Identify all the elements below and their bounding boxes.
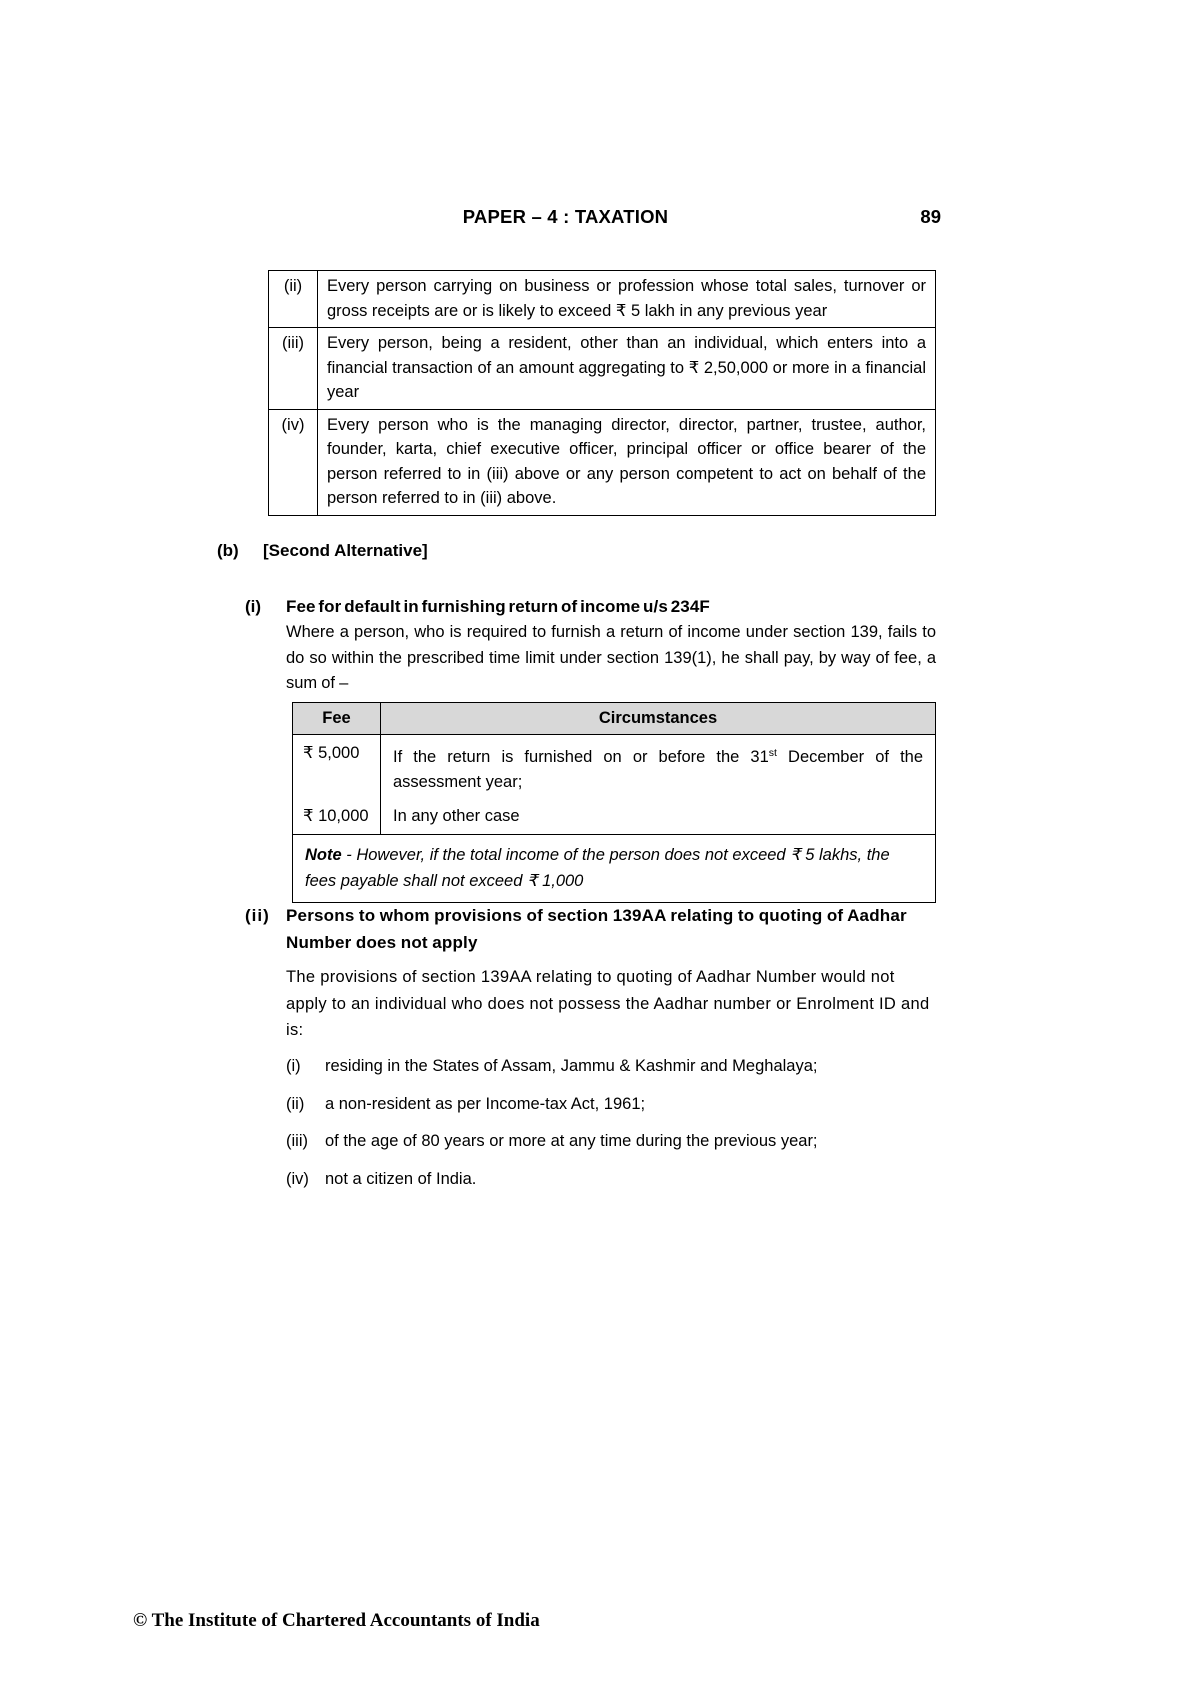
list-item-text: not a citizen of India. <box>325 1169 477 1188</box>
item-i-paragraph: Where a person, who is required to furnish a return of income under section 139, fails to do so within the prescribed time limit under section 139(1), he shall pay, by way of fee, a sum of – <box>286 623 936 692</box>
row-text: Every person, being a resident, other than an individual, which enters into a financial transaction of an amount aggregating to ₹ 2,50,000 or more in a financial year <box>318 328 936 410</box>
table-row <box>269 271 936 328</box>
item-i-heading: Fee for default in furnishing return of income u/s 234F <box>286 597 710 616</box>
copyright-notice: © The Institute of Chartered Accountants of India <box>133 1610 540 1631</box>
fee-values-column <box>293 735 381 834</box>
fee-table-body <box>293 735 935 834</box>
list-item-number: (i) <box>286 1057 301 1075</box>
list-item-number: (ii) <box>286 1094 305 1113</box>
list-item-text: residing in the States of Assam, Jammu & Kashmir and Meghalaya; <box>325 1057 818 1075</box>
ordinal-suffix: st <box>768 747 777 759</box>
note-text: - However, if the total income of the person does not exceed ₹ 5 lakhs, the fees payable shall not exceed ₹ 1,000 <box>305 846 890 890</box>
item-ii-heading: Persons to whom provisions of section 139AA relating to quoting of Aadhar Number does not apply <box>286 906 907 952</box>
item-ii-paragraph: The provisions of section 139AA relating to quoting of Aadhar Number would not apply to an individual who does not possess the Aadhar number or Enrolment ID and is: <box>286 968 930 1039</box>
circumstance-text: If the return is furnished on or before the 31st December of the assessment year; <box>393 747 924 791</box>
list-item-text: of the age of 80 years or more at any time during the previous year; <box>325 1132 818 1150</box>
page-header <box>190 204 941 229</box>
circumstance-text: In any other case <box>393 807 520 825</box>
list-item <box>286 1092 938 1117</box>
list-item-number: (iv) <box>286 1169 309 1188</box>
table-row <box>269 328 936 410</box>
fee-table-note <box>293 834 935 902</box>
item-ii-label: (ii) <box>245 906 270 925</box>
circumstances-column-header: Circumstances <box>598 709 718 727</box>
persons-table <box>268 270 936 516</box>
conditions-list <box>286 1054 938 1204</box>
list-item-number: (iii) <box>286 1132 308 1150</box>
fee-value: ₹ 5,000 <box>303 744 360 762</box>
row-number: (ii) <box>269 271 318 328</box>
row-number: (iv) <box>269 409 318 515</box>
table-row <box>269 409 936 515</box>
item-i-label: (i) <box>245 597 262 616</box>
fee-value: ₹ 10,000 <box>303 807 369 825</box>
fee-table <box>292 702 936 903</box>
list-item-text: a non-resident as per Income-tax Act, 1961; <box>325 1094 646 1113</box>
row-number: (iii) <box>269 328 318 410</box>
list-item <box>286 1054 938 1079</box>
fee-column-header: Fee <box>293 703 381 734</box>
row-text: Every person carrying on business or profession whose total sales, turnover or gross receipts are or is likely to exceed ₹ 5 lakh in any previous year <box>318 271 936 328</box>
list-item <box>286 1129 938 1154</box>
page-title: PAPER – 4 : TAXATION <box>462 206 669 227</box>
list-item <box>286 1167 938 1192</box>
page-number: 89 <box>920 206 941 227</box>
section-b-label: (b) <box>217 541 239 560</box>
note-label: Note <box>305 846 342 864</box>
fee-table-header <box>293 703 935 735</box>
circumstances-column <box>381 735 935 834</box>
section-b-title: [Second Alternative] <box>263 541 428 560</box>
row-text: Every person who is the managing director, director, partner, trustee, author, founder, karta, chief executive officer, principal officer or office bearer of the person referred to in (iii) above or any person competent to act on behalf of the person referred to in (iii) above. <box>318 409 936 515</box>
